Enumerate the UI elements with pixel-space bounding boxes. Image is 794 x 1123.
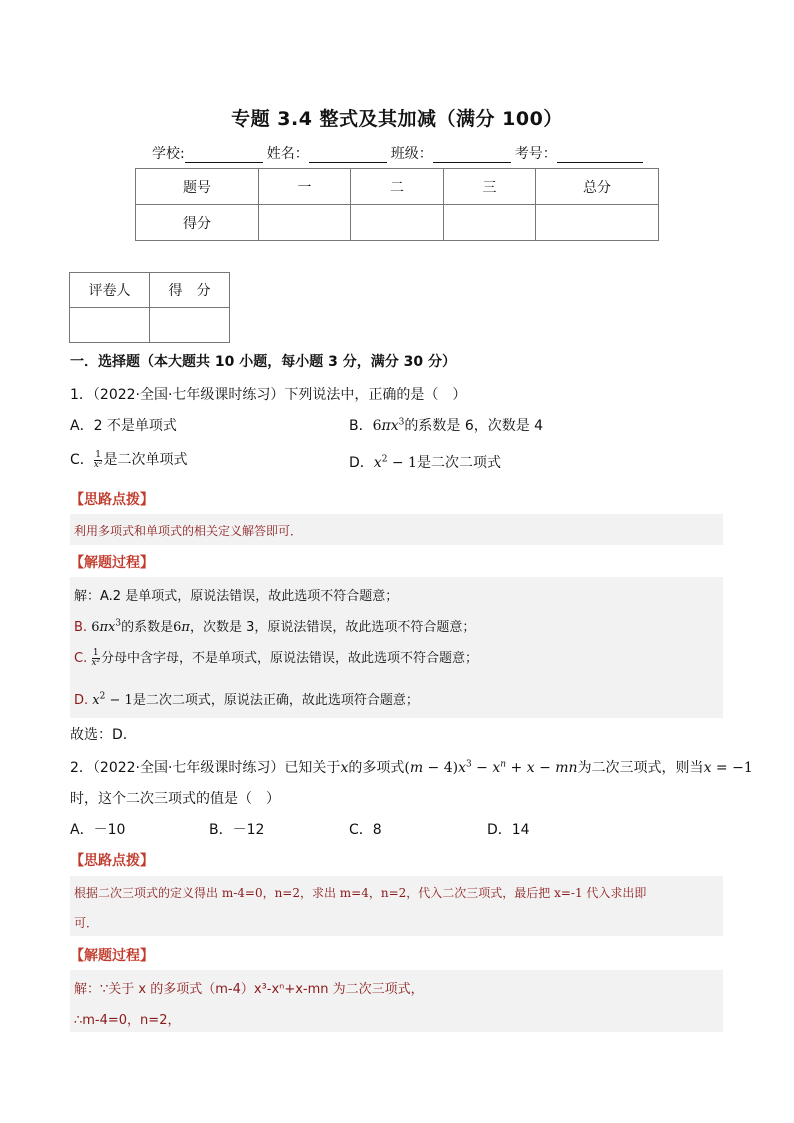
q2-stem-line-1: 2．（2022·全国·七年级课时练习）已知关于x的多项式$(m - 4)x^3 - x^n + x$ − mn为二次三项式，则当x = −1 bbox=[70, 759, 753, 776]
q1-solution-b-mid: 的系数是 bbox=[121, 620, 174, 635]
score-row-label: 得分 bbox=[136, 205, 259, 241]
q1-option-b-prefix: B． bbox=[349, 418, 373, 434]
q1-option-d-text: 是二次二项式 bbox=[416, 455, 501, 471]
score-table bbox=[135, 168, 659, 241]
score-header-cell: 二 bbox=[351, 169, 444, 205]
q1-solution-c-prefix: C. bbox=[74, 651, 88, 666]
q2-stem-a: 2．（2022·全国·七年级课时练习）已知关于 bbox=[70, 760, 341, 776]
score-table-score-row bbox=[136, 205, 659, 241]
q1-option-d: D．$x^2 - 1$是二次二项式 bbox=[349, 454, 501, 471]
q1-option-b-text: 的系数是 6，次数是 4 bbox=[404, 418, 544, 434]
q1-option-b: B．$6\pi x^3$的系数是 6，次数是 4 bbox=[349, 417, 544, 434]
q1-stem: 1．（2022·全国·七年级课时练习）下列说法中，正确的是（ ） bbox=[70, 387, 467, 403]
q2-solution-box bbox=[70, 970, 723, 1032]
q2-stem-line-2: 时，这个二次三项式的值是（ ） bbox=[70, 791, 280, 807]
q2-hint-box bbox=[70, 876, 723, 936]
score-header-cell: 总分 bbox=[536, 169, 659, 205]
q1-solution-b-text: ，次数是 3，原说法错误，故此选项不符合题意； bbox=[189, 620, 476, 635]
q1-option-a: A．2 不是单项式 bbox=[70, 418, 177, 434]
q2-hint-tag: 【思路点拨】 bbox=[70, 853, 154, 869]
q1-solution-line-c bbox=[74, 647, 478, 668]
grader-cell[interactable] bbox=[70, 308, 150, 343]
score-header-cell: 三 bbox=[444, 169, 536, 205]
q1-option-c-fraction: $\frac{1}{\text{x²}}$ bbox=[93, 449, 103, 470]
section-1-heading: 一．选择题（本大题共 10 小题，每小题 3 分，满分 30 分） bbox=[70, 354, 456, 370]
grader-table-header-row bbox=[70, 273, 230, 308]
q1-solution-a-text: 解：A.2 是单项式，原说法错误，故此选项不符合题意； bbox=[74, 589, 399, 604]
q1-solution-line-d: D. $x^2 - 1$是二次二项式，原说法正确，故此选项符合题意； bbox=[74, 691, 419, 708]
q1-solution-line-b: B. $6\pi x^3$的系数是6π，次数是 3，原说法错误，故此选项不符合题意； bbox=[74, 618, 476, 635]
q2-option-b: B．－12 bbox=[209, 822, 265, 838]
grader-header-cell: 得 分 bbox=[150, 273, 230, 308]
q1-option-c-text: 是二次单项式 bbox=[103, 452, 188, 468]
q2-hint-line-1: 根据二次三项式的定义得出 m-4=0，n=2，求出 m=4，n=2，代入二次三项式，最后把 x=-1 代入求出即 bbox=[74, 886, 647, 900]
q2-solution-tag: 【解题过程】 bbox=[70, 948, 154, 964]
q2-solution-line-2: ∴m-4=0，n=2， bbox=[74, 1013, 181, 1028]
q2-stem-b: 的多项式 bbox=[348, 760, 405, 776]
q2-stem-c: 为二次三项式，则当 bbox=[577, 760, 704, 776]
q1-hint-tag: 【思路点拨】 bbox=[70, 492, 154, 508]
score-cell[interactable] bbox=[536, 205, 659, 241]
q2-hint-line-2: 可． bbox=[74, 916, 99, 930]
q1-option-c bbox=[70, 449, 187, 470]
q1-solution-tag: 【解题过程】 bbox=[70, 555, 154, 571]
q2-solution-line-1: 解：∵关于 x 的多项式（m-4）x³-xⁿ+x-mn 为二次三项式， bbox=[74, 982, 424, 997]
q1-option-c-prefix: C． bbox=[70, 452, 94, 468]
score-cell[interactable] bbox=[259, 205, 351, 241]
student-info-line bbox=[152, 143, 647, 163]
q1-solution-d-text: 是二次二项式，原说法正确，故此选项符合题意； bbox=[132, 693, 419, 708]
grader-table-body-row bbox=[70, 308, 230, 343]
q1-solution-d-prefix: D. bbox=[74, 693, 89, 708]
name-blank[interactable] bbox=[309, 146, 387, 163]
q1-solution-line-a bbox=[74, 585, 398, 604]
q1-solution-b-prefix: B. bbox=[74, 620, 88, 635]
q1-solution-c-text: 分母中含字母，不是单项式，原说法错误，故此选项不符合题意； bbox=[101, 651, 479, 666]
school-blank[interactable] bbox=[185, 146, 263, 163]
q1-hint-text: 利用多项式和单项式的相关定义解答即可． bbox=[74, 524, 303, 538]
grader-table bbox=[69, 272, 230, 343]
q1-solution-box bbox=[70, 577, 723, 718]
grader-header-cell: 评卷人 bbox=[70, 273, 150, 308]
score-cell[interactable] bbox=[444, 205, 536, 241]
q1-solution-c-fraction: $\frac{1}{\text{x²}}$ bbox=[91, 648, 101, 668]
score-cell[interactable] bbox=[351, 205, 444, 241]
class-blank[interactable] bbox=[433, 146, 511, 163]
score-header-cell: 题号 bbox=[136, 169, 259, 205]
q1-hint-box bbox=[70, 514, 723, 545]
q2-option-d: D．14 bbox=[487, 822, 530, 838]
q2-option-c: C．8 bbox=[349, 822, 382, 838]
school-label: 学校: bbox=[152, 146, 185, 162]
score-table-header-row bbox=[136, 169, 659, 205]
name-label: 姓名： bbox=[266, 146, 309, 162]
q2-option-a: A．－10 bbox=[70, 822, 126, 838]
exam-no-blank[interactable] bbox=[557, 146, 643, 163]
class-label: 班级： bbox=[390, 146, 433, 162]
page-title: 专题 3.4 整式及其加减（满分 100） bbox=[231, 108, 563, 130]
q1-answer: 故选：D. bbox=[70, 727, 128, 743]
q1-option-d-prefix: D． bbox=[349, 455, 374, 471]
score-header-cell: 一 bbox=[259, 169, 351, 205]
grader-cell[interactable] bbox=[150, 308, 230, 343]
exam-no-label: 考号： bbox=[514, 146, 557, 162]
